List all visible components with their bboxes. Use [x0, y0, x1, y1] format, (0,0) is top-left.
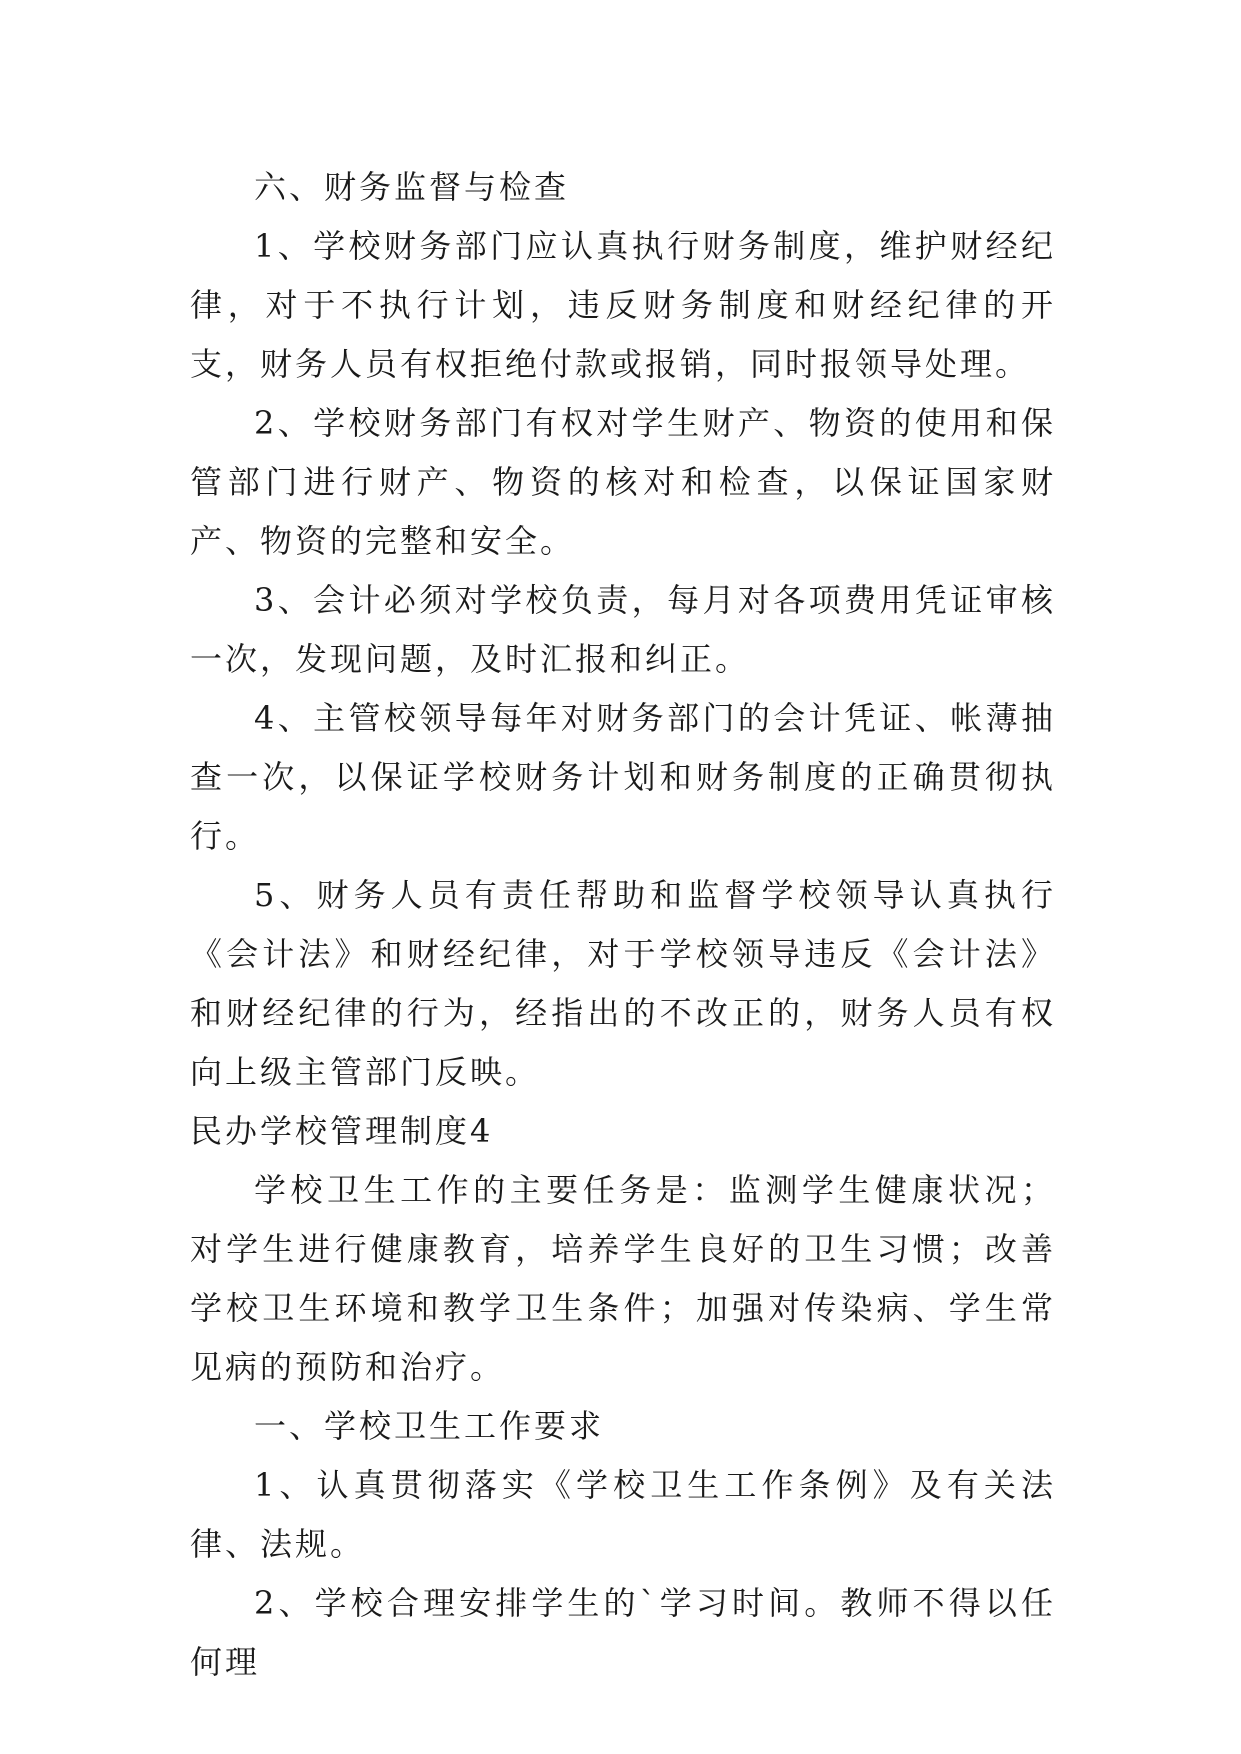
paragraph-requirement-2: 2、学校合理安排学生的`学习时间。教师不得以任何理: [190, 1584, 1056, 1681]
paragraph-intro: 学校卫生工作的主要任务是：监测学生健康状况；对学生进行健康教育，培养学生良好的卫生习惯；改善学校卫生环境和教学卫生条件；加强对传染病、学生常见病的预防和治疗。: [190, 1171, 1056, 1386]
paragraph-item-4: 4、主管校领导每年对财务部门的会计凭证、帐薄抽查一次，以保证学校财务计划和财务制度的正确贯彻执行。: [190, 699, 1056, 855]
paragraph-requirement-1: 1、认真贯彻落实《学校卫生工作条例》及有关法律、法规。: [190, 1466, 1056, 1563]
paragraph-item-2: 2、学校财务部门有权对学生财产、物资的使用和保管部门进行财产、物资的核对和检查，以保证国家财产、物资的完整和安全。: [190, 404, 1056, 560]
section-heading-health-requirements: 一、学校卫生工作要求: [254, 1407, 605, 1445]
paragraph-item-5: 5、财务人员有责任帮助和监督学校领导认真执行《会计法》和财经纪律，对于学校领导违反《会计法》和财经纪律的行为，经指出的不改正的，财务人员有权向上级主管部门反映。: [190, 876, 1056, 1091]
paragraph-item-1: 1、学校财务部门应认真执行财务制度，维护财经纪律，对于不执行计划，违反财务制度和财经纪律的开支，财务人员有权拒绝付款或报销，同时报领导处理。: [190, 227, 1056, 383]
section-heading-financial-supervision: 六、财务监督与检查: [254, 168, 570, 206]
document-section-title: 民办学校管理制度4: [190, 1112, 494, 1150]
document-body: [190, 158, 1056, 1692]
paragraph-item-3: 3、会计必须对学校负责，每月对各项费用凭证审核一次，发现问题，及时汇报和纠正。: [190, 581, 1056, 678]
